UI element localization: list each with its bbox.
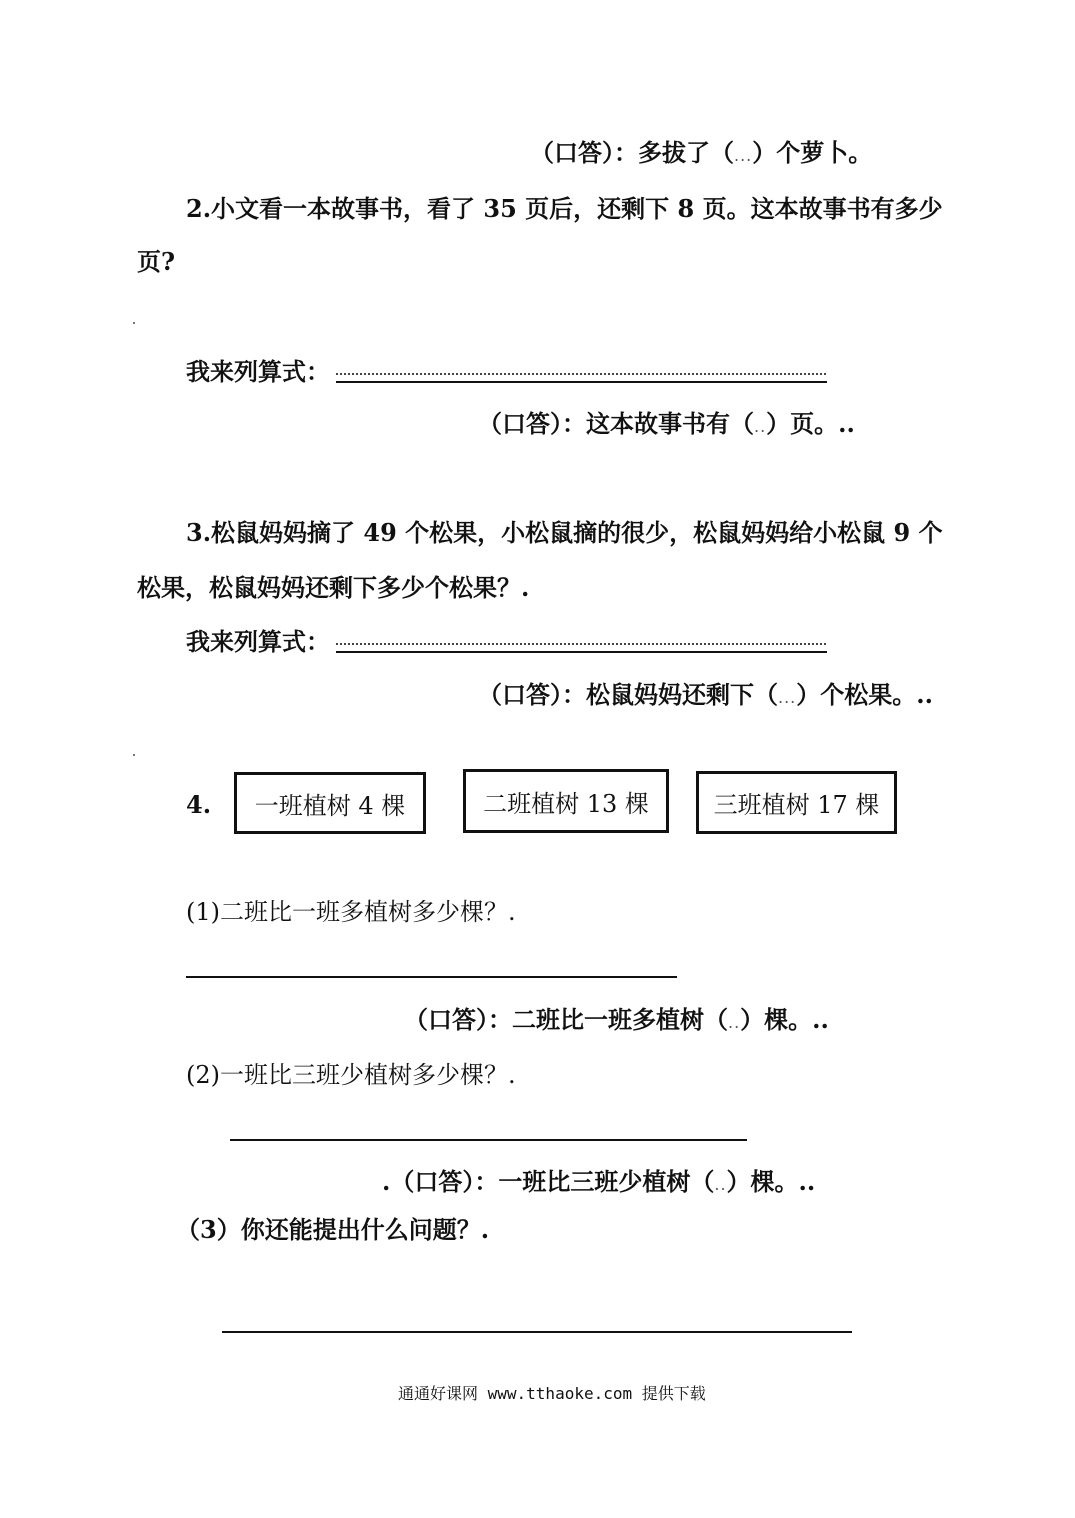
q4-sub1-question: (1)二班比一班多植树多少棵？.	[186, 898, 516, 926]
q2-answer-prefix: （口答）：这本故事书有（	[478, 409, 754, 438]
q3-text-line1: 3.松鼠妈妈摘了 49 个松果，小松鼠摘的很少，松鼠妈妈给小松鼠 9 个	[186, 518, 943, 547]
q4-sub3-answer-line[interactable]	[222, 1331, 852, 1333]
q4-sub2-question: (2)一班比三班少植树多少棵？.	[186, 1061, 516, 1089]
stray-mark	[133, 754, 135, 756]
q2-formula-label: 我来列算式：	[186, 357, 330, 386]
q4-sub2-answer	[382, 1167, 815, 1200]
q3-formula-label: 我来列算式：	[186, 627, 330, 656]
q1-answer-prefix: （口答）：多拔了（	[530, 138, 734, 167]
stray-mark	[133, 322, 135, 324]
q4-sub3-question: （3）你还能提出什么问题？.	[176, 1215, 490, 1244]
q4-sub1-answer-prefix: （口答）：二班比一班多植树（	[404, 1005, 728, 1034]
q3-answer-suffix: ）个松果。..	[796, 680, 933, 709]
q2-text-line2: 页?	[137, 247, 176, 276]
q4-number: 4.	[186, 790, 212, 819]
q2-answer-blank[interactable]: ..	[754, 417, 767, 436]
q4-sub1-answer	[404, 1005, 829, 1038]
q4-sub1-answer-suffix: ）棵。..	[740, 1005, 829, 1034]
q4-box-class1: 一班植树 4 棵	[234, 772, 426, 834]
q2-answer-suffix: ）页。..	[766, 409, 855, 438]
q2-answer	[478, 409, 855, 442]
q1-answer-blank[interactable]: ...	[734, 146, 753, 165]
q4-sub2-answer-blank[interactable]: ..	[714, 1175, 727, 1194]
footer-text: 通通好课网 www.tthaoke.com 提供下载	[398, 1384, 706, 1403]
q1-answer-suffix: ）个萝卜。	[752, 138, 873, 167]
q2-formula-line[interactable]	[336, 381, 827, 383]
q4-sub2-answer-line[interactable]	[230, 1139, 747, 1141]
q3-answer-prefix: （口答）：松鼠妈妈还剩下（	[478, 680, 778, 709]
q2-text-line1: 2.小文看一本故事书，看了 35 页后，还剩下 8 页。这本故事书有多少	[186, 194, 943, 223]
q3-formula-dotline	[336, 643, 826, 645]
q4-sub1-answer-line[interactable]	[186, 976, 677, 978]
q4-sub2-answer-suffix: ）棵。..	[726, 1167, 816, 1196]
q3-answer-blank[interactable]: ...	[778, 688, 797, 707]
q4-sub2-answer-prefix: .（口答）：一班比三班少植树（	[382, 1167, 715, 1196]
q4-box-class3: 三班植树 17 棵	[696, 771, 897, 834]
q4-sub1-answer-blank[interactable]: ..	[728, 1013, 741, 1032]
q2-formula-dotline	[336, 373, 826, 375]
q3-formula-line[interactable]	[336, 651, 827, 653]
q3-text-line2: 松果，松鼠妈妈还剩下多少个松果？.	[137, 573, 530, 602]
q1-answer	[530, 138, 872, 171]
q4-box-class2: 二班植树 13 棵	[463, 769, 669, 833]
q3-answer	[478, 680, 933, 713]
